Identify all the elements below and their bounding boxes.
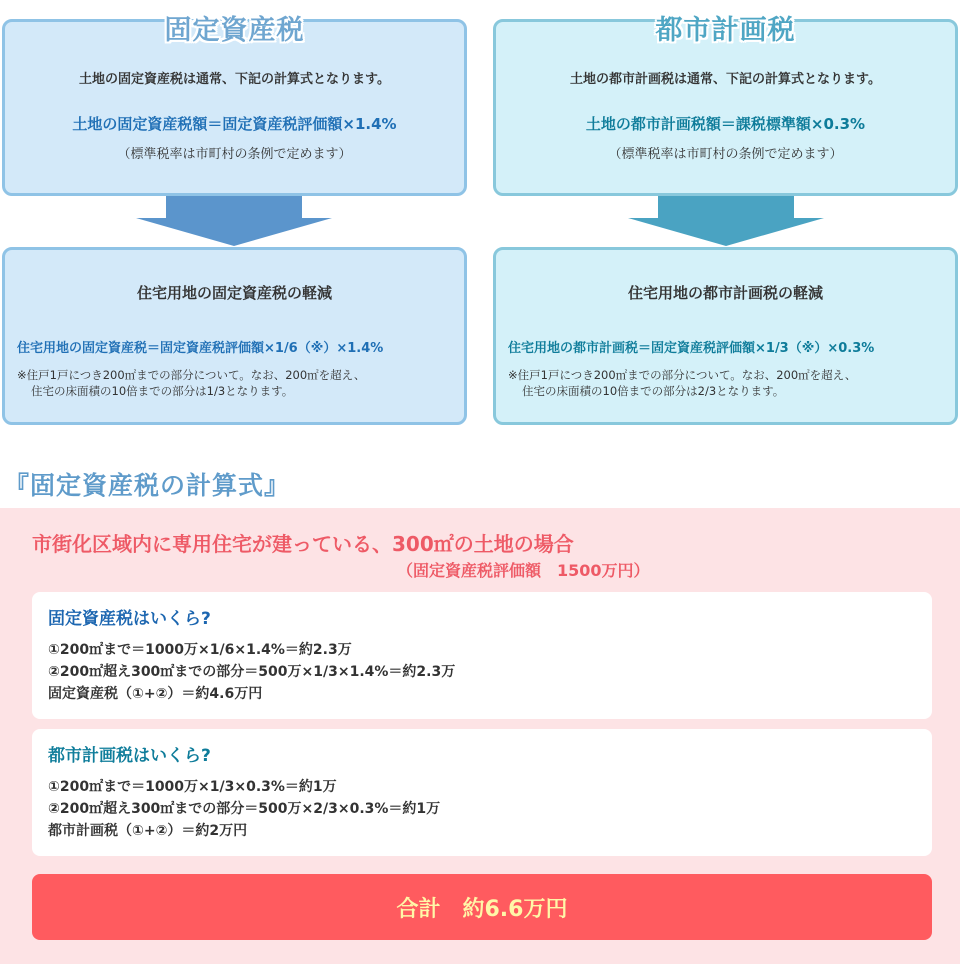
case-title: 市街化区域内に専用住宅が建っている、300㎡の土地の場合	[32, 532, 574, 556]
city-tax-line-2: ②200㎡超え300㎡までの部分＝500万×2/3×0.3%＝約1万	[48, 801, 441, 817]
city-tax-line-3: 都市計画税（①+②）＝約2万円	[48, 823, 248, 839]
down-arrow-left-icon	[136, 196, 332, 246]
city-tax-reduction-title: 住宅用地の都市計画税の軽減	[627, 284, 823, 302]
fixed-tax-box	[2, 15, 467, 196]
fixed-tax-reduction-title: 住宅用地の固定資産税の軽減	[136, 284, 332, 302]
fixed-tax-reduction-note-2: 住宅の床面積の10倍までの部分は1/3となります。	[31, 384, 294, 398]
fixed-tax-line-3: 固定資産税（①+②）＝約4.6万円	[48, 686, 263, 702]
city-tax-line-1: ①200㎡まで＝1000万×1/3×0.3%＝約1万	[48, 779, 337, 795]
fixed-tax-question: 固定資産税はいくら?	[48, 609, 211, 629]
fixed-tax-heading: 固定資産税	[164, 15, 305, 46]
fixed-tax-reduction-note-1: ※住戸1戸につき200㎡までの部分について。なお、200㎡を超え、	[17, 368, 366, 382]
fixed-tax-card	[32, 592, 932, 719]
case-subtitle: （固定資産税評価額 1500万円）	[397, 561, 650, 580]
city-tax-reduction-box	[493, 247, 958, 425]
city-tax-reduction-note-1: ※住戸1戸につき200㎡までの部分について。なお、200㎡を超え、	[508, 368, 857, 382]
fixed-tax-line-1: ①200㎡まで＝1000万×1/6×1.4%＝約2.3万	[48, 642, 352, 658]
total-banner: 合計 約6.6万円	[32, 874, 932, 940]
fixed-tax-note: （標準税率は市町村の条例で定めます）	[117, 147, 352, 162]
city-tax-box	[493, 15, 958, 196]
city-tax-reduction-note-2: 住宅の床面積の10倍までの部分は2/3となります。	[522, 384, 785, 398]
city-tax-formula: 土地の都市計画税額＝課税標準額×0.3%	[585, 115, 866, 133]
city-tax-heading: 都市計画税	[655, 15, 796, 46]
city-tax-note: （標準税率は市町村の条例で定めます）	[608, 147, 843, 162]
city-tax-card	[32, 729, 932, 856]
down-arrow-right-icon	[628, 196, 824, 246]
fixed-tax-line-2: ②200㎡超え300㎡までの部分＝500万×1/3×1.4%＝約2.3万	[48, 664, 456, 680]
fixed-tax-reduction-formula: 住宅用地の固定資産税＝固定資産税評価額×1/6（※）×1.4%	[17, 341, 384, 356]
city-tax-reduction-formula: 住宅用地の都市計画税＝固定資産税評価額×1/3（※）×0.3%	[508, 341, 875, 356]
fixed-tax-reduction-box	[2, 247, 467, 425]
city-tax-question: 都市計画税はいくら?	[48, 746, 211, 766]
city-tax-intro: 土地の都市計画税は通常、下記の計算式となります。	[570, 72, 881, 87]
fixed-tax-intro: 土地の固定資産税は通常、下記の計算式となります。	[79, 72, 390, 87]
fixed-tax-formula: 土地の固定資産税額＝固定資産税評価額×1.4%	[72, 115, 397, 133]
section-title: 『固定資産税の計算式』	[4, 471, 291, 500]
